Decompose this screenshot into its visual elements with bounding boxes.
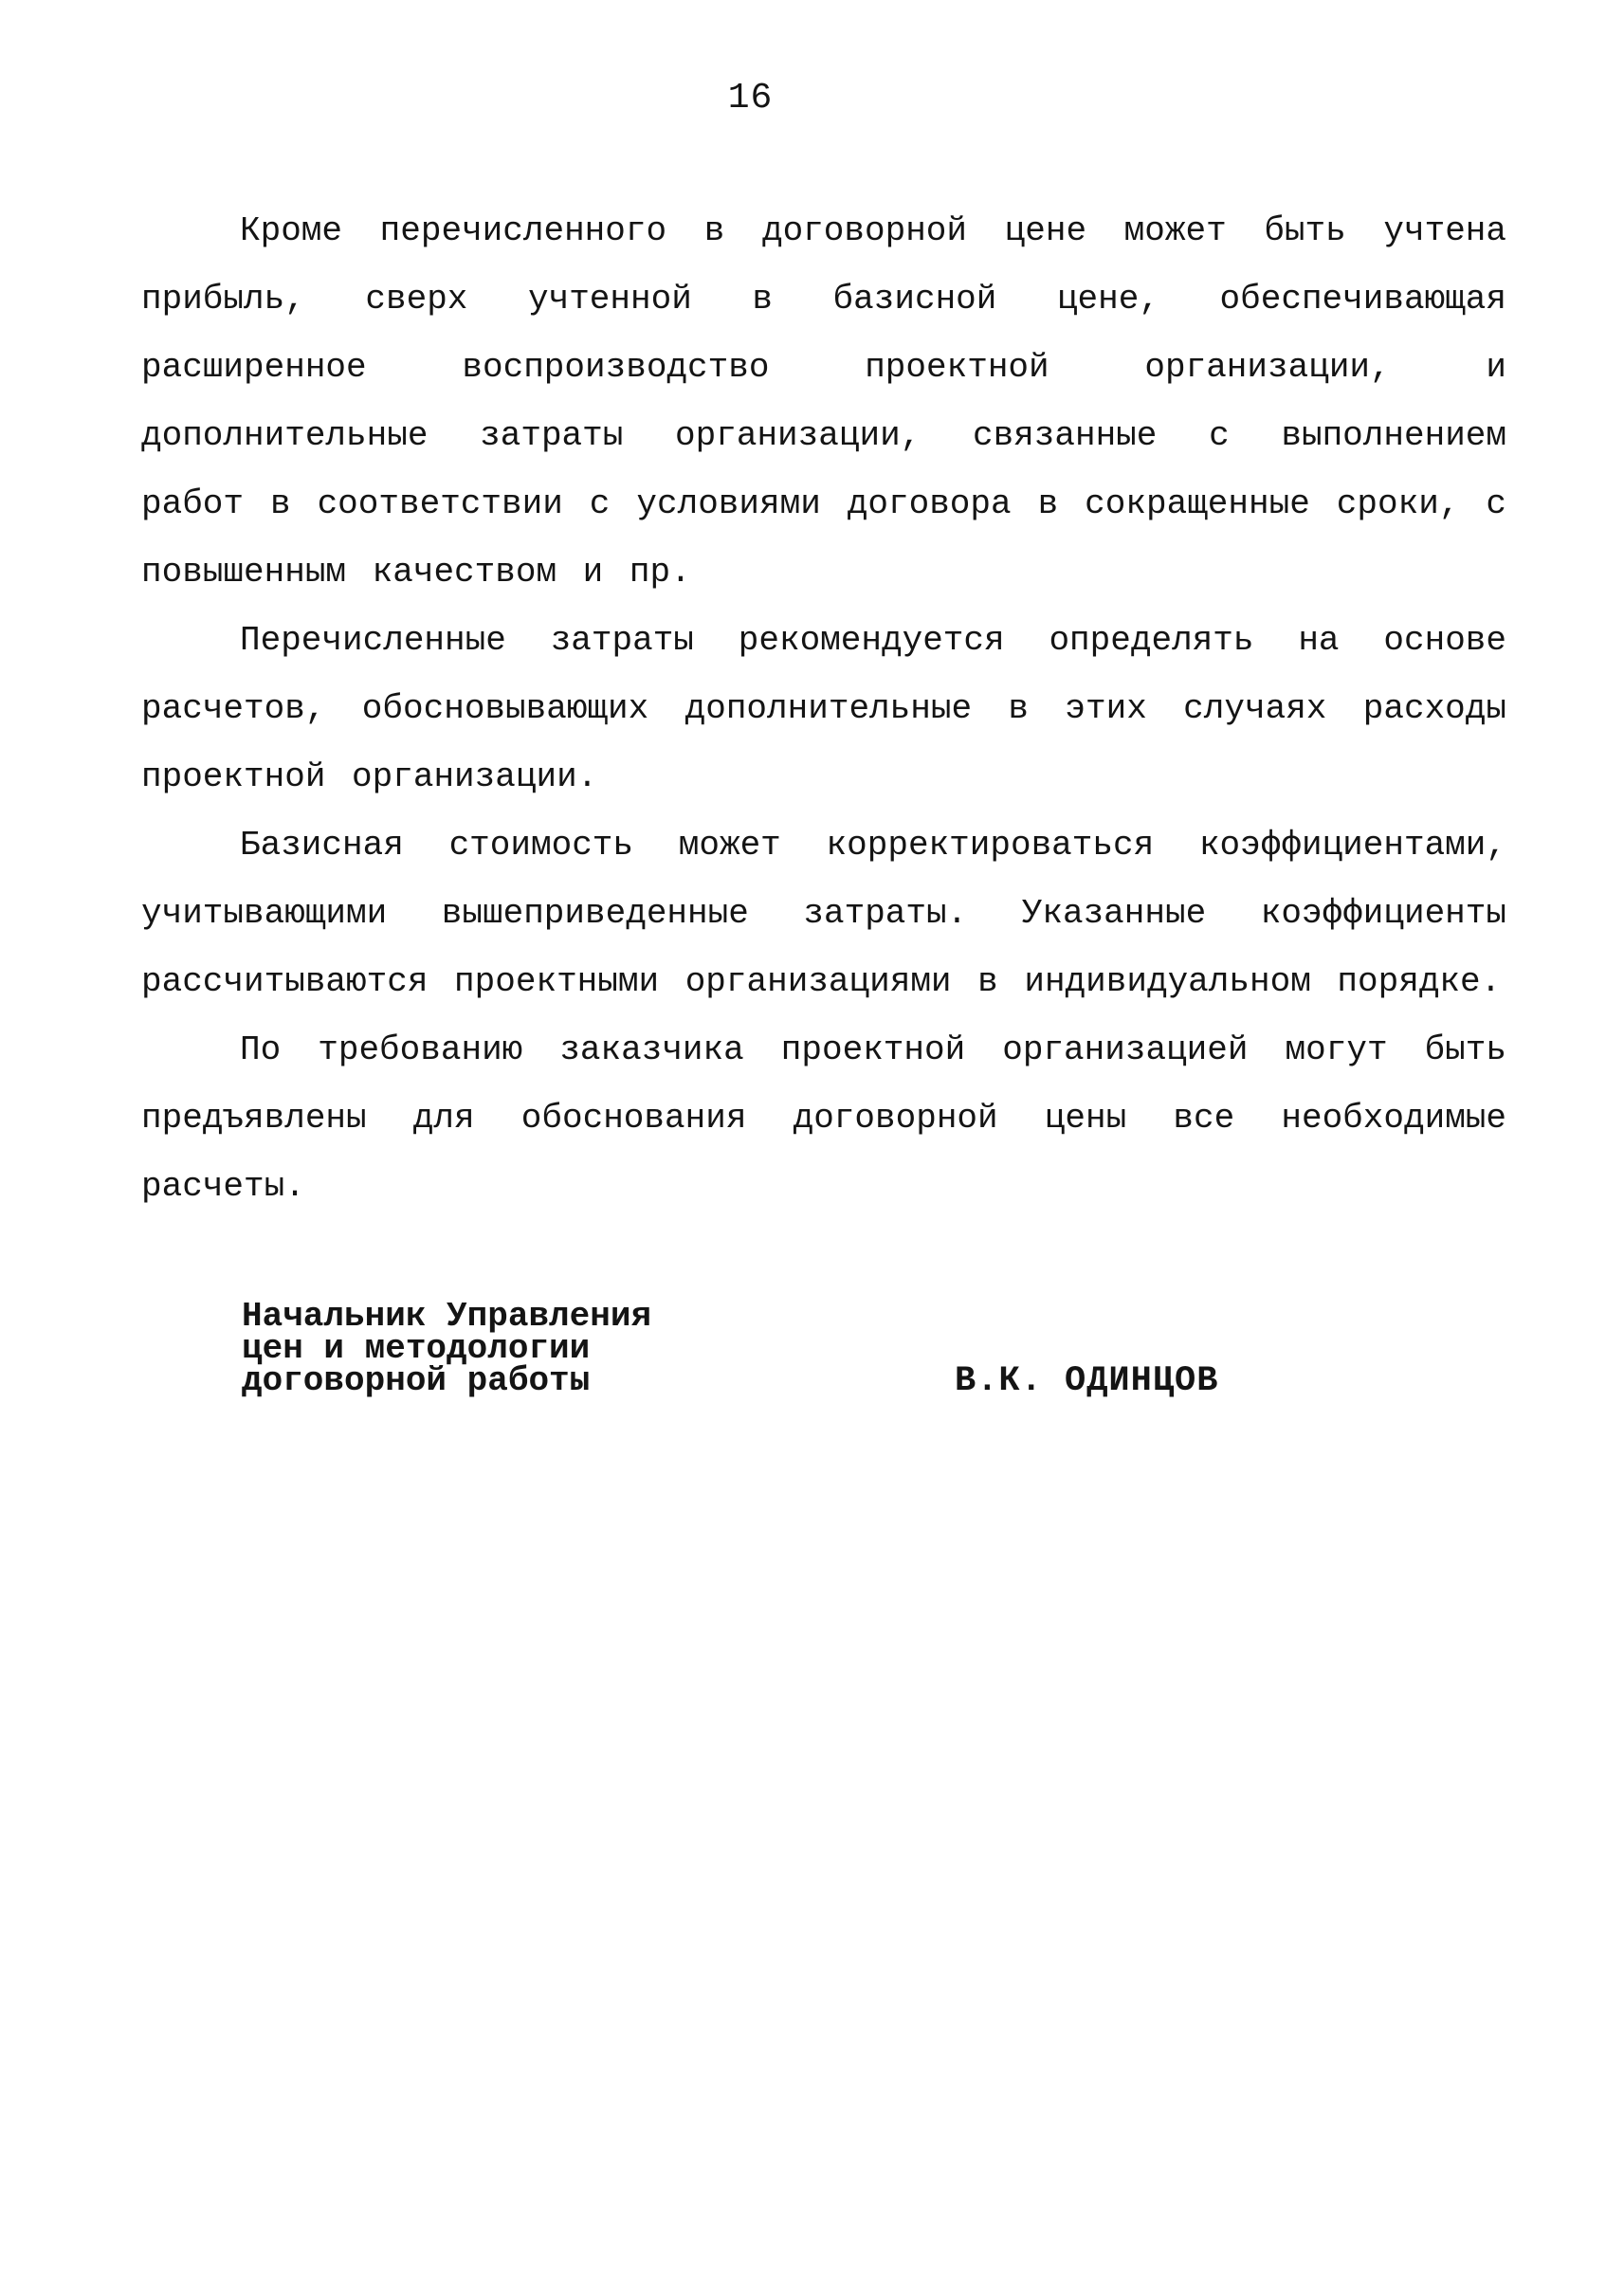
- signatory-title-line: цен и методологии: [242, 1329, 591, 1368]
- signature-block: [242, 1297, 1379, 1424]
- paragraph-customer-request: По требованию заказчика проектной организацией могут быть предъявлены для обоснования договорной цены все необходимые расчеты.: [141, 1030, 1506, 1206]
- body-text: [141, 197, 1506, 1221]
- paragraph-listed-costs: Перечисленные затраты рекомендуется определять на основе расчетов, обосновывающих дополнительные в этих случаях расходы проектной организации.: [141, 621, 1506, 796]
- signatory-title-line: договорной работы: [242, 1361, 591, 1400]
- paragraph-additional-profit: Кроме перечисленного в договорной цене может быть учтена прибыль, сверх учтенной в базисной цене, обеспечивающая расширенное воспроизводство проектной организации, и дополнительные затраты организации, связанные с выполнением работ в соответствии с условиями договора в сокращенные сроки, с повышенным качеством и пр.: [141, 211, 1506, 592]
- signatory-name: В.К. ОДИНЦОВ: [955, 1361, 1219, 1401]
- signatory-title: [242, 1297, 652, 1400]
- signatory-title-line: Начальник Управления: [242, 1297, 652, 1336]
- paragraph-base-cost-coefficients: Базисная стоимость может корректироваться коэффициентами, учитывающими вышеприведенные затраты. Указанные коэффициенты рассчитываются проектными организациями в индивидуальном порядке.: [141, 826, 1506, 1001]
- page-number: 16: [727, 78, 774, 118]
